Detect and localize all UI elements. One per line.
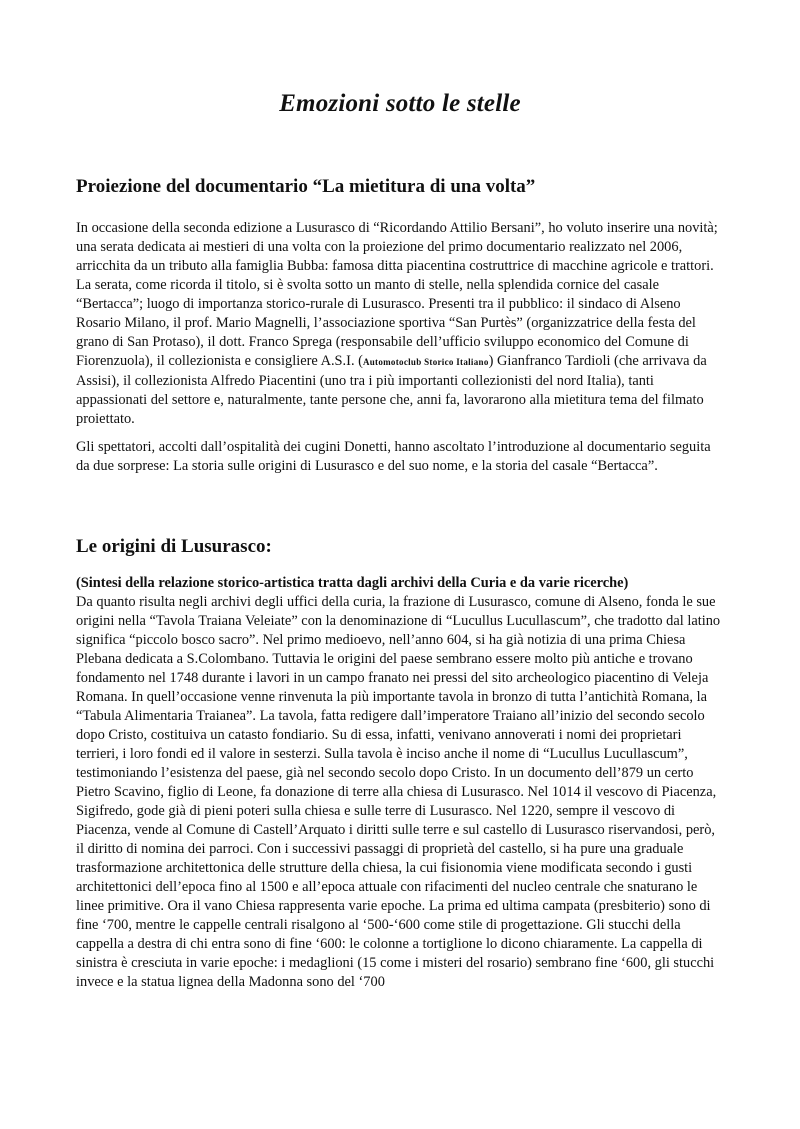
paragraph-text: In occasione della seconda edizione a Lusurasco di “Ricordando Attilio Bersani”, ho voluto inserire una novità; una serata dedicata ai mestieri di una volta con la proiezione del primo documentario realizzato nel 2006, arricchita da un tributo alla famiglia Bubba: famosa ditta piacentina costruttrice di macchine agricole e trattori. La serata, come ricorda il titolo, si è svolta sotto un manto di stelle, nella splendida cornice del casale “Bertacca”; luogo di importanza storico-rurale di Lusurasco. Presenti tra il pubblico: il sindaco di Alseno Rosario Milano, il prof. Mario Magnelli, l’associazione sportiva “San Purtès” (organizzatrice della festa del grano di San Protaso), il dott. Franco Sprega (responsabile dell’ufficio sviluppo economico del Comune di Fiorenzuola), il collezionista e consigliere A.S.I. ( bbox=[76, 220, 718, 369]
section-heading-documentary: Proiezione del documentario “La mietitura di una volta” bbox=[76, 176, 536, 197]
paragraph-spectators: Gli spettatori, accolti dall’ospitalità dei cugini Donetti, hanno ascoltato l’introduzione al documentario seguita da due sorprese: La storia sulle origini di Lusurasco e del suo nome, e la storia del casale “Bertacca”. bbox=[76, 439, 711, 474]
paragraph-text: ) Gianfranco Tardioli (che arrivava da Assisi), il collezionista Alfredo Piacentini (uno tra i più importanti collezionisti del nord Italia), tanti appassionati del settore e, naturalmente, tante persone che, anni fa, lavorarono alla mietitura tema del filmato proiettato. bbox=[76, 353, 707, 427]
paragraph-origins-history: Da quanto risulta negli archivi degli uffici della curia, la frazione di Lusurasco, comune di Alseno, fonda le sue origini nella “Tavola Traiana Veleiate” con la denominazione di “Lucullus Lucullascum”, che tradotto dal latino significa “piccolo bosco sacro”. Nel primo medioevo, nell’anno 604, si ha già notizia di una prima Chiesa Plebana dedicata a S.Colombano. Tuttavia le origini del paese sembrano essere molto più antiche e trovano fondamento nel 1748 durante i lavori in un campo franato nei pressi del sito archeologico piacentino di Veleja Romana. In quell’occasione venne rinvenuta la più importante tavola in bronzo di tutta l’antichità Romana, la “Tabula Alimentaria Traianea”. La tavola, fatta redigere dall’imperatore Traiano all’inizio del secondo secolo dopo Cristo, costituiva un catasto fondiario. Su di essa, infatti, venivano annoverati i nomi dei proprietari terrieri, i loro fondi ed il valore in sesterzi. Sulla tavola è inciso anche il nome di “Lucullus Lucullascum”, testimoniando l’esistenza del paese, già nel secondo secolo dopo Cristo. In un documento dell’879 un certo Pietro Scavino, figlio di Leone, fa donazione di terre alla chiesa di Lusurasco. Nel 1014 il vescovo di Piacenza, Sigifredo, gode già di pieni poteri sulla chiesa e sulle terre di Lusurasco. Nel 1220, sempre il vescovo di Piacenza, vende al Comune di Castell’Arquato i diritti sulle terre e sul castello di Lusurasco riservandosi, però, il diritto di nomina dei parroci. Con i successivi passaggi di proprietà del castello, si ha pure una graduale trasformazione architettonica delle strutture della chiesa, la cui fisionomia viene modificata secondo i gusti architettonici dell’epoca fino al 1500 e all’epoca attuale con rifacimenti del nucleo centrale che snaturano le linee primitive. Ora il vano Chiesa rappresenta varie epoche. La prima ed ultima campata (presbiterio) sono di fine ‘700, mentre le cappelle centrali risalgono al ‘500-‘600 come stile di progettazione. Gli stucchi della cappella a destra di chi entra sono di fine ‘600: le colonne a tortiglione lo dicono chiaramente. La cappella di sinistra è cresciuta in varie epoche: i medaglioni (15 come i misteri del rosario) sembrano fine ‘600, gli stucchi invece e la statua lignea della Madonna sono del ‘700 bbox=[76, 594, 721, 990]
section-subheading-summary: (Sintesi della relazione storico-artistica tratta dagli archivi della Curia e da varie ricerche) bbox=[76, 575, 629, 591]
paragraph-event-description bbox=[76, 219, 726, 429]
asi-expansion-text: Automotoclub Storico Italiano bbox=[362, 357, 489, 367]
section-heading-origins: Le origini di Lusurasco: bbox=[76, 536, 272, 557]
page-title: Emozioni sotto le stelle bbox=[279, 90, 521, 117]
